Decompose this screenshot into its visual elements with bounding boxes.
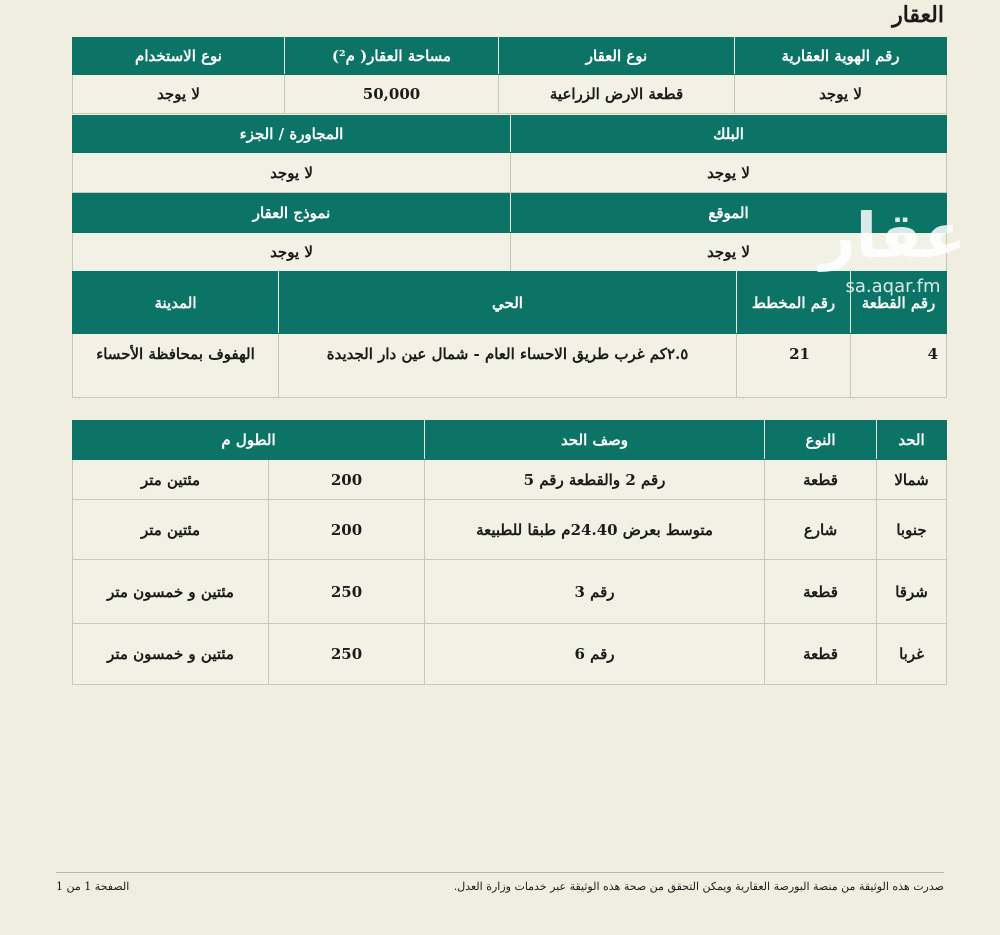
header-property-model: نموذج العقار [73,194,511,233]
table-row [73,75,947,114]
watermark [818,200,968,297]
bound-length: 200 [269,500,425,560]
bound-length-text: مئتين و خمسون متر [73,624,269,685]
bound-description: رقم 2 والقطعة رقم 5 [425,460,765,500]
bound-side: جنوبا [877,500,947,560]
header-scheme-number: رقم المخطط [737,272,851,334]
table-row [73,624,947,685]
footer-note: صدرت هذه الوثيقة من منصة البورصة العقارية ويمكن التحقق من صحة هذه الوثيقة عبر خدمات وزارة العدل. [453,880,944,893]
bound-type: شارع [765,500,877,560]
value-property-id: لا يوجد [735,75,947,114]
value-plot-number: 4 [851,334,947,398]
bound-type: قطعة [765,460,877,500]
header-property-type: نوع العقار [499,38,735,75]
property-info-table [72,37,947,114]
value-property-area: 50,000 [285,75,499,114]
header-usage-type: نوع الاستخدام [73,38,285,75]
footer-divider [56,872,944,873]
bound-length-text: مئتين و خمسون متر [73,560,269,624]
header-property-id: رقم الهوية العقارية [735,38,947,75]
value-scheme-number: 21 [737,334,851,398]
value-district: ٢.٥كم غرب طريق الاحساء العام - شمال عين دار الجديدة [279,334,737,398]
value-usage-type: لا يوجد [73,75,285,114]
header-neighborhood-part: المجاورة / الجزء [73,116,511,153]
value-property-model: لا يوجد [73,233,511,272]
location-table [72,193,947,272]
table-row [73,460,947,500]
bound-side: غربا [877,624,947,685]
header-type: النوع [765,421,877,460]
header-city: المدينة [73,272,279,334]
header-location: الموقع [511,194,947,233]
table-header-row [73,272,947,334]
table-row [73,500,947,560]
value-city: الهفوف بمحافظة الأحساء [73,334,279,398]
bound-description: رقم 6 [425,624,765,685]
bound-length-text: مئتين متر [73,500,269,560]
header-length: الطول م [73,421,425,460]
watermark-logo: عقار [820,199,966,272]
table-header-row [73,421,947,460]
section-title: العقار [892,2,944,28]
bound-side: شرقا [877,560,947,624]
table-row [73,334,947,398]
bound-length: 200 [269,460,425,500]
header-property-area: مساحة العقار( م²) [285,38,499,75]
bound-length-text: مئتين متر [73,460,269,500]
table-header-row [73,194,947,233]
value-neighborhood-part: لا يوجد [73,153,511,193]
bound-description: متوسط بعرض 24.40م طبقا للطبيعة [425,500,765,560]
table-row [73,153,947,193]
value-block: لا يوجد [511,153,947,193]
bounds-table [72,420,947,685]
table-header-row [73,116,947,153]
bound-type: قطعة [765,624,877,685]
header-block: البلك [511,116,947,153]
value-property-type: قطعة الارض الزراعية [499,75,735,114]
bound-type: قطعة [765,560,877,624]
table-row [73,233,947,272]
plot-table [72,271,947,398]
block-table [72,115,947,193]
bound-side: شمالا [877,460,947,500]
header-side: الحد [877,421,947,460]
bound-length: 250 [269,560,425,624]
page-number: الصفحة 1 من 1 [56,880,130,893]
watermark-url: sa.aqar.fm [845,276,941,297]
header-description: وصف الحد [425,421,765,460]
value-location: لا يوجد [511,233,947,272]
bound-length: 250 [269,624,425,685]
table-row [73,560,947,624]
header-district: الحي [279,272,737,334]
table-header-row [73,38,947,75]
header-plot-number: رقم القطعة [851,272,947,334]
bound-description: رقم 3 [425,560,765,624]
